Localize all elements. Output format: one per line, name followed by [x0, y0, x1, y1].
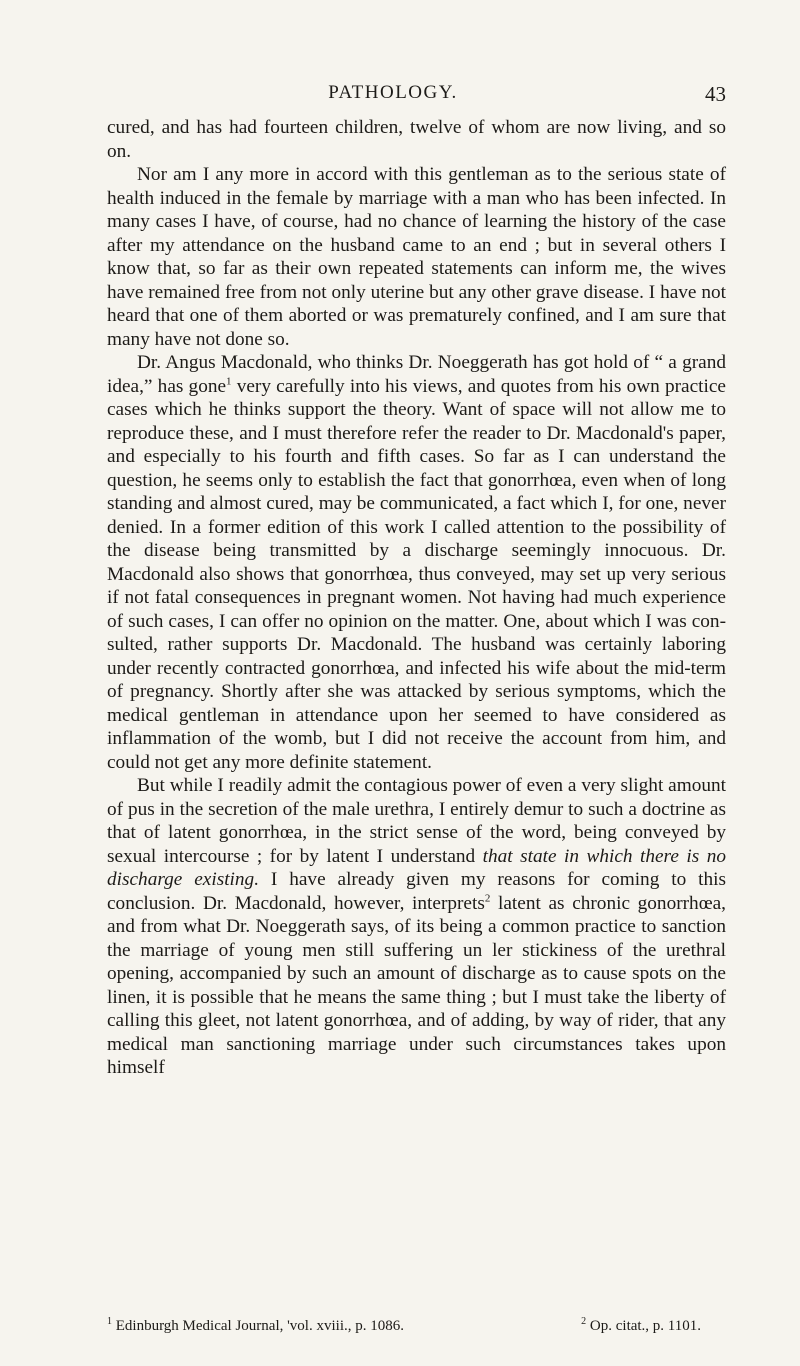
paragraph-text: But while I readily admit the contagious power of even a very slight amount of pus in the secretion of the male urethra, I entirely demur to such a doctrine as that of latent gonorrhœa, in the strict sense of the word, being conveyed by sexual intercourse ; for by latent I understand [107, 775, 726, 867]
footnote-mark: 1 [107, 1316, 112, 1327]
footnote-text: Op. citat., p. 1101. [586, 1318, 701, 1334]
footnote [107, 1318, 404, 1335]
page-header [60, 82, 726, 108]
running-head: PATHOLOGY. [328, 82, 458, 103]
page-number: 43 [705, 82, 726, 106]
footnote [581, 1318, 701, 1335]
footnotes [107, 1318, 726, 1335]
paragraph-text: latent as chronic gonorrhœa, and from what Dr. Noeggerath says, of its being a common practice to sanction the marriage of young men still suffering un ler stickiness of the urethral opening, accompanied by such an amount of discharge as to cause spots on the linen, it is possible that he means the same thing ; but I must take the liberty of calling this gleet, not latent gonorrhœa, and of adding, by way of rider, that any medical man sanctioning marriage under such circumstances takes upon himself [107, 892, 726, 1078]
paragraph-text: very carefully into his views, and quotes from his own practice cases which he thinks support the theory. Want of space will not allow me to reproduce these, and I must therefore refer the reader to Dr. Macdonald's paper, and especially to his fourth and fifth cases. So far as I can understand the question, he seems only to establish the fact that gonorrhœa, even when of long standing and almost cured, may be communicated, a fact which I, for one, never denied. In a former edition of this work I called attention to the possibility of the disease being transmitted by a discharge seemingly innocuous. Dr. Macdonald also shows that gonorrhœa, thus conveyed, may set up very serious if not fatal consequences in pregnant women. Not having had much experience of such cases, I can offer no opinion on the matter. One, about which I was consulted, rather supports Dr. Macdonald. The husband was certainly laboring under recently contracted gonorrhœa, and infected his wife about the mid-term of pregnancy. Shortly after she was attacked by serious symptoms, which the medical gentleman in attendance upon her seemed to have considered as inflammation of the womb, but I did not receive the account from him, and could not get any more definite statement. [107, 375, 726, 773]
footnote-mark: 2 [581, 1316, 587, 1327]
paragraph [107, 351, 726, 774]
paragraph [107, 163, 726, 351]
paragraph-text: Nor am I any more in accord with this gentleman as to the serious state of health induced in the female by marriage with a man who has been infected. In many cases I have, of course, had no chance of learning the history of the case after my attendance on the husband came to an end ; but in several others I know that, so far as their own repeated statements can inform me, the wives have remained free from not only uterine but any other grave disease. I have not heard that one of them aborted or was prematurely confined, and I am sure that many have not done so. [107, 164, 726, 350]
paragraph-text: cured, and has had fourteen children, twelve of whom are now living, and so on. [107, 117, 726, 162]
paragraph-text: I have already given my reasons for coming to this conclusion. Dr. Macdonald, however, interprets [107, 869, 726, 914]
italic-text: that state in which there is no discharge existing. [107, 845, 726, 890]
paragraph-continuation [107, 116, 726, 163]
body-text [107, 116, 726, 1080]
footnote-text: Edinburgh Medical Journal, 'vol. xviii., p. 1086. [112, 1318, 404, 1334]
footnote-ref: 2 [484, 892, 491, 905]
footnote-ref: 1 [226, 375, 232, 388]
paragraph-text: Dr. Angus Macdonald, who thinks Dr. Noeggerath has got hold of “ a grand idea,” has gone [107, 352, 726, 397]
paragraph [107, 774, 726, 1080]
